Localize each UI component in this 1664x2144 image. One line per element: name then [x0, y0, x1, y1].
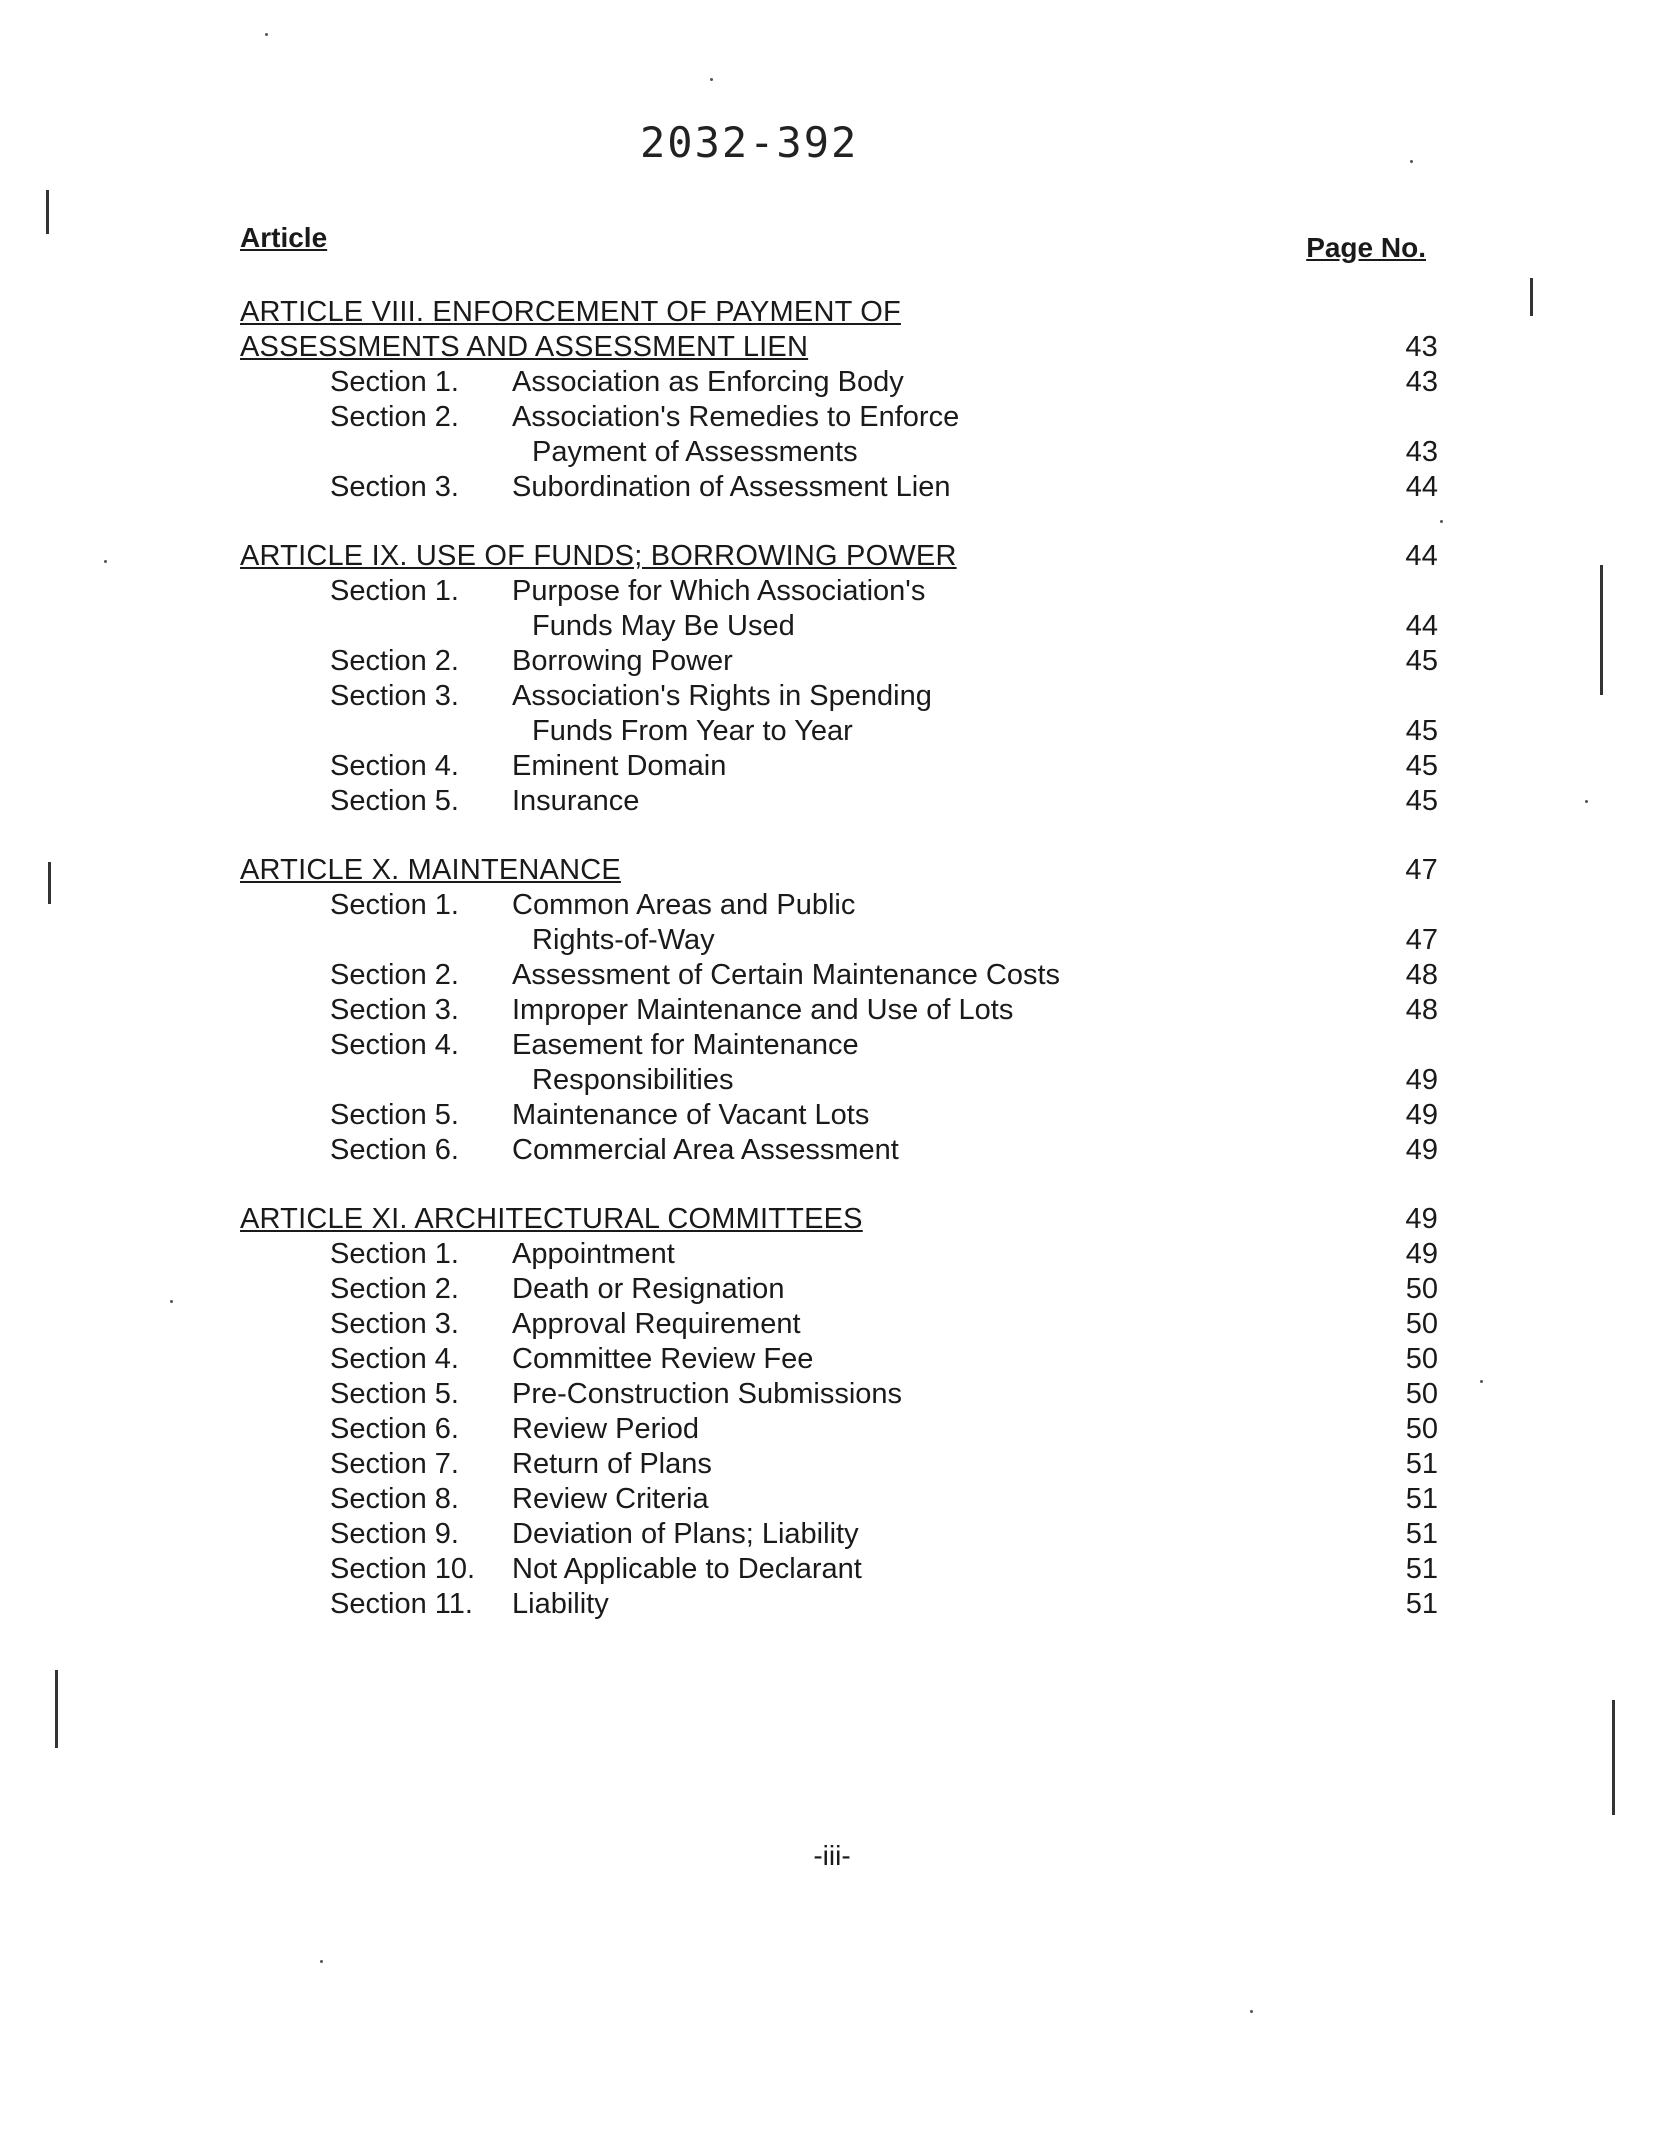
section-label: Section 3.	[330, 1308, 459, 1340]
section-title: Association's Rights in Spending	[512, 680, 932, 712]
toc-section-row	[240, 993, 1438, 1028]
section-label: Section 3.	[330, 994, 459, 1026]
article-title: ARTICLE XI. ARCHITECTURAL COMMITTEES	[240, 1203, 863, 1235]
article-title: ARTICLE X. MAINTENANCE	[240, 854, 621, 886]
toc-section-row	[240, 1028, 1438, 1063]
section-page-number: 51	[1405, 1518, 1438, 1550]
scan-mark	[1600, 565, 1603, 695]
section-title: Not Applicable to Declarant	[512, 1553, 862, 1585]
section-page-number: 45	[1405, 645, 1438, 677]
article-heading	[240, 1202, 1438, 1237]
article-page-number: 44	[1405, 540, 1438, 572]
section-page-number: 50	[1405, 1343, 1438, 1375]
section-page-number: 50	[1405, 1413, 1438, 1445]
section-label: Section 9.	[330, 1518, 459, 1550]
section-page-number: 50	[1405, 1273, 1438, 1305]
toc-section-row	[240, 888, 1438, 923]
section-title: Easement for Maintenance	[512, 1029, 859, 1061]
toc-section-row	[240, 1272, 1438, 1307]
section-title: Borrowing Power	[512, 645, 733, 677]
section-label: Section 3.	[330, 680, 459, 712]
document-stamp-number: 2032-392	[640, 118, 859, 167]
toc-section-continuation	[240, 1063, 1438, 1098]
scan-speck	[170, 1300, 173, 1303]
toc-article	[240, 539, 1438, 819]
section-title: Death or Resignation	[512, 1273, 785, 1305]
section-label: Section 3.	[330, 471, 459, 503]
section-title: Association as Enforcing Body	[512, 366, 904, 398]
section-title: Common Areas and Public	[512, 889, 856, 921]
section-label: Section 1.	[330, 366, 459, 398]
section-title: Liability	[512, 1588, 609, 1620]
toc-section-row	[240, 1342, 1438, 1377]
section-label: Section 6.	[330, 1413, 459, 1445]
section-title: Deviation of Plans; Liability	[512, 1518, 859, 1550]
section-page-number: 43	[1405, 436, 1438, 468]
toc-section-row	[240, 679, 1438, 714]
section-label: Section 6.	[330, 1134, 459, 1166]
page-number-column-header: Page No.	[1306, 232, 1426, 263]
section-title-continuation: Funds From Year to Year	[532, 715, 853, 747]
scan-mark	[46, 190, 49, 234]
section-label: Section 7.	[330, 1448, 459, 1480]
section-title: Pre-Construction Submissions	[512, 1378, 903, 1410]
section-label: Section 1.	[330, 889, 459, 921]
section-page-number: 51	[1405, 1483, 1438, 1515]
scan-speck	[1585, 800, 1588, 803]
section-page-number: 47	[1405, 924, 1438, 956]
section-title: Subordination of Assessment Lien	[512, 471, 951, 503]
scan-speck	[1410, 160, 1413, 163]
scan-speck	[1440, 520, 1443, 523]
article-title: ASSESSMENTS AND ASSESSMENT LIEN	[240, 331, 809, 363]
toc-section-continuation	[240, 609, 1438, 644]
section-page-number: 49	[1405, 1238, 1438, 1270]
section-page-number: 50	[1405, 1378, 1438, 1410]
toc-section-row	[240, 958, 1438, 993]
section-label: Section 2.	[330, 401, 459, 433]
scan-speck	[1250, 2010, 1253, 2013]
section-label: Section 1.	[330, 1238, 459, 1270]
section-title: Assessment of Certain Maintenance Costs	[512, 959, 1061, 991]
section-label: Section 11.	[330, 1588, 473, 1620]
section-title-continuation: Rights-of-Way	[532, 924, 715, 956]
section-title: Commercial Area Assessment	[512, 1134, 899, 1166]
scan-speck	[104, 560, 107, 563]
section-label: Section 10.	[330, 1553, 476, 1585]
section-page-number: 44	[1405, 610, 1438, 642]
section-title: Return of Plans	[512, 1448, 712, 1480]
toc-section-row	[240, 365, 1438, 400]
toc-section-continuation	[240, 714, 1438, 749]
section-page-number: 45	[1405, 715, 1438, 747]
section-label: Section 5.	[330, 785, 459, 817]
section-page-number: 49	[1405, 1064, 1438, 1096]
toc-section-row	[240, 1412, 1438, 1447]
toc-section-row	[240, 470, 1438, 505]
article-page-number: 43	[1405, 331, 1438, 363]
toc-article	[240, 1202, 1438, 1622]
section-label: Section 5.	[330, 1099, 459, 1131]
section-page-number: 45	[1405, 750, 1438, 782]
section-label: Section 4.	[330, 750, 459, 782]
section-title: Maintenance of Vacant Lots	[512, 1099, 870, 1131]
section-page-number: 49	[1405, 1134, 1438, 1166]
section-label: Section 4.	[330, 1029, 459, 1061]
section-title: Insurance	[512, 785, 640, 817]
toc-section-continuation	[240, 923, 1438, 958]
article-title: ARTICLE VIII. ENFORCEMENT OF PAYMENT OF	[240, 296, 901, 328]
section-label: Section 8.	[330, 1483, 459, 1515]
section-title: Review Period	[512, 1413, 699, 1445]
toc-section-row	[240, 1307, 1438, 1342]
article-heading	[240, 330, 1438, 365]
scan-mark	[1530, 278, 1533, 316]
toc-section-row	[240, 784, 1438, 819]
toc-section-row	[240, 1377, 1438, 1412]
article-title: ARTICLE IX. USE OF FUNDS; BORROWING POWER	[240, 540, 957, 572]
table-of-contents	[240, 295, 1438, 1656]
section-label: Section 2.	[330, 1273, 459, 1305]
toc-section-row	[240, 1098, 1438, 1133]
section-page-number: 51	[1405, 1553, 1438, 1585]
scan-speck	[1480, 1380, 1483, 1383]
article-column-header: Article	[240, 222, 328, 253]
article-page-number: 49	[1405, 1203, 1438, 1235]
toc-article	[240, 853, 1438, 1168]
section-label: Section 2.	[330, 959, 459, 991]
section-page-number: 50	[1405, 1308, 1438, 1340]
section-title: Eminent Domain	[512, 750, 727, 782]
section-page-number: 48	[1405, 994, 1438, 1026]
toc-section-row	[240, 1133, 1438, 1168]
scan-speck	[320, 1960, 323, 1963]
section-page-number: 44	[1405, 471, 1438, 503]
section-title: Review Criteria	[512, 1483, 709, 1515]
toc-section-continuation	[240, 435, 1438, 470]
toc-section-row	[240, 1517, 1438, 1552]
section-label: Section 2.	[330, 645, 459, 677]
scan-mark	[55, 1670, 58, 1748]
toc-section-row	[240, 1482, 1438, 1517]
toc-section-row	[240, 644, 1438, 679]
toc-section-row	[240, 574, 1438, 609]
article-heading	[240, 853, 1438, 888]
section-page-number: 51	[1405, 1448, 1438, 1480]
footer-page-number: -iii-	[813, 1840, 851, 1871]
section-title-continuation: Responsibilities	[532, 1064, 734, 1096]
section-label: Section 4.	[330, 1343, 459, 1375]
toc-article	[240, 295, 1438, 505]
toc-section-row	[240, 1447, 1438, 1482]
section-title: Approval Requirement	[512, 1308, 801, 1340]
toc-section-row	[240, 1237, 1438, 1272]
toc-section-row	[240, 1552, 1438, 1587]
section-page-number: 51	[1405, 1588, 1438, 1620]
section-title: Committee Review Fee	[512, 1343, 814, 1375]
scan-mark	[48, 862, 51, 904]
section-title-continuation: Funds May Be Used	[532, 610, 795, 642]
scan-speck	[710, 78, 713, 81]
article-page-number: 47	[1405, 854, 1438, 886]
toc-section-row	[240, 749, 1438, 784]
section-page-number: 43	[1405, 366, 1438, 398]
section-label: Section 1.	[330, 575, 459, 607]
scan-mark	[1612, 1700, 1615, 1815]
section-title: Improper Maintenance and Use of Lots	[512, 994, 1014, 1026]
section-title-continuation: Payment of Assessments	[532, 436, 858, 468]
toc-section-row	[240, 1587, 1438, 1622]
section-page-number: 45	[1405, 785, 1438, 817]
section-title: Purpose for Which Association's	[512, 575, 926, 607]
section-label: Section 5.	[330, 1378, 459, 1410]
scan-speck	[265, 33, 268, 36]
section-title: Appointment	[512, 1238, 675, 1270]
section-page-number: 49	[1405, 1099, 1438, 1131]
article-heading	[240, 295, 1438, 330]
section-title: Association's Remedies to Enforce	[512, 401, 960, 433]
section-page-number: 48	[1405, 959, 1438, 991]
article-heading	[240, 539, 1438, 574]
toc-section-row	[240, 400, 1438, 435]
